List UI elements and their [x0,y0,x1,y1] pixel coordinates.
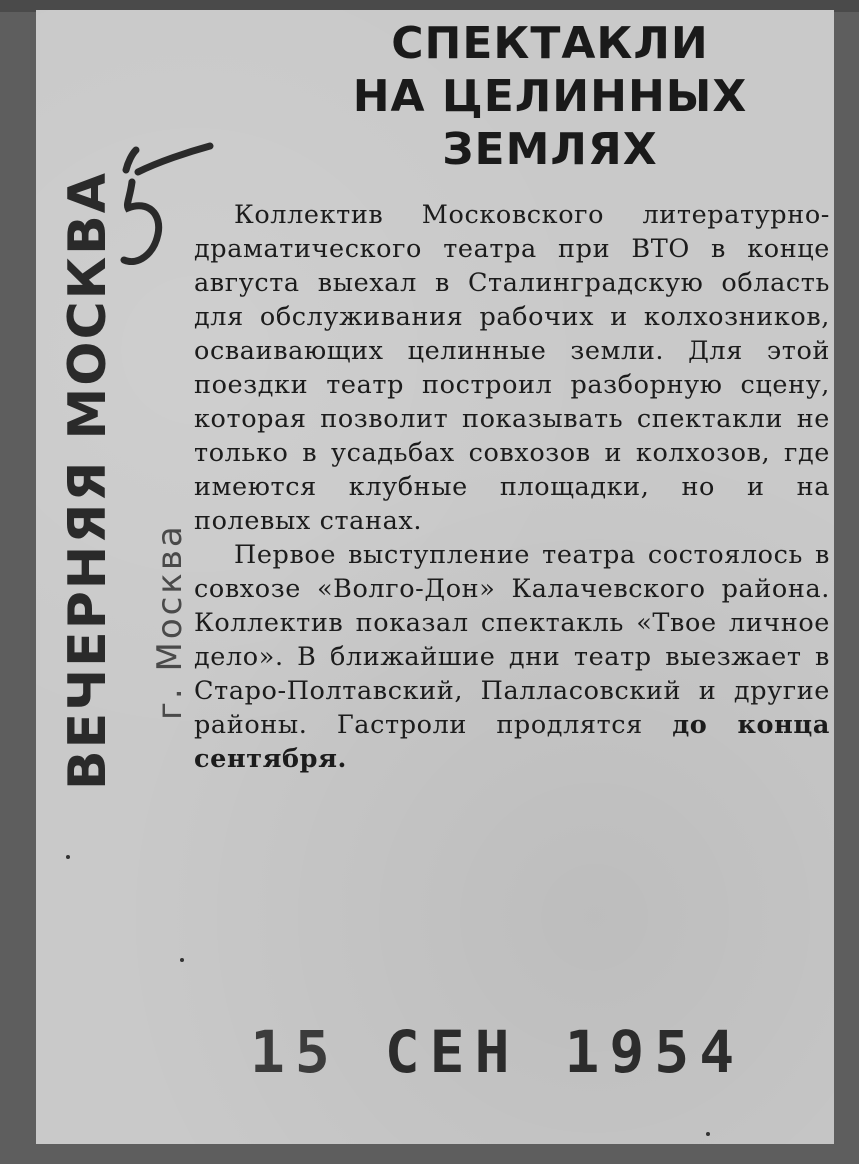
date-stamp-year: 1954 [564,1018,745,1086]
article-paragraph-1: Коллектив Московского литературно-драматического театра при ВТО в конце августа выехал в Сталинградскую область для обслуживания рабочих и колхозников, осваивающих целинные земли. Для этой поездки театр построил разборную сцену, которая позволит показывать спектакли не только в усадьбах совхозов и колхозов, где имеются клубные площадки, но и на полевых станах. [194,200,830,536]
ink-speck [66,855,70,859]
date-stamp-month: СЕН [384,1018,520,1086]
date-stamp [250,1018,744,1086]
headline-line-2: НА ЦЕЛИННЫХ [352,70,748,122]
article-paragraph-2-ending: до конца сентября. [194,710,830,774]
headline-line-3: ЗЕМЛЯХ [442,123,658,175]
ink-speck [706,1132,710,1136]
article-paragraph-2 [194,538,830,776]
article-paragraph-2-text: Первое выступление театра состоялось в совхозе «Волго-Дон» Калачевского района. Коллектив показал спектакль «Твое личное дело». В ближайшие дни театр выезжает в Старо-Полтавский, Палласовский и другие районы. Гастроли продлятся [194,540,830,740]
article-body [194,198,830,776]
ink-speck [180,958,184,962]
article-headline [300,18,800,176]
city-stamp: г. Москва [150,523,190,720]
headline-line-1: СПЕКТАКЛИ [391,18,709,69]
newspaper-name-stamp: ВЕЧЕРНЯЯ МОСКВА [58,170,118,790]
date-stamp-day: 15 [250,1018,340,1086]
